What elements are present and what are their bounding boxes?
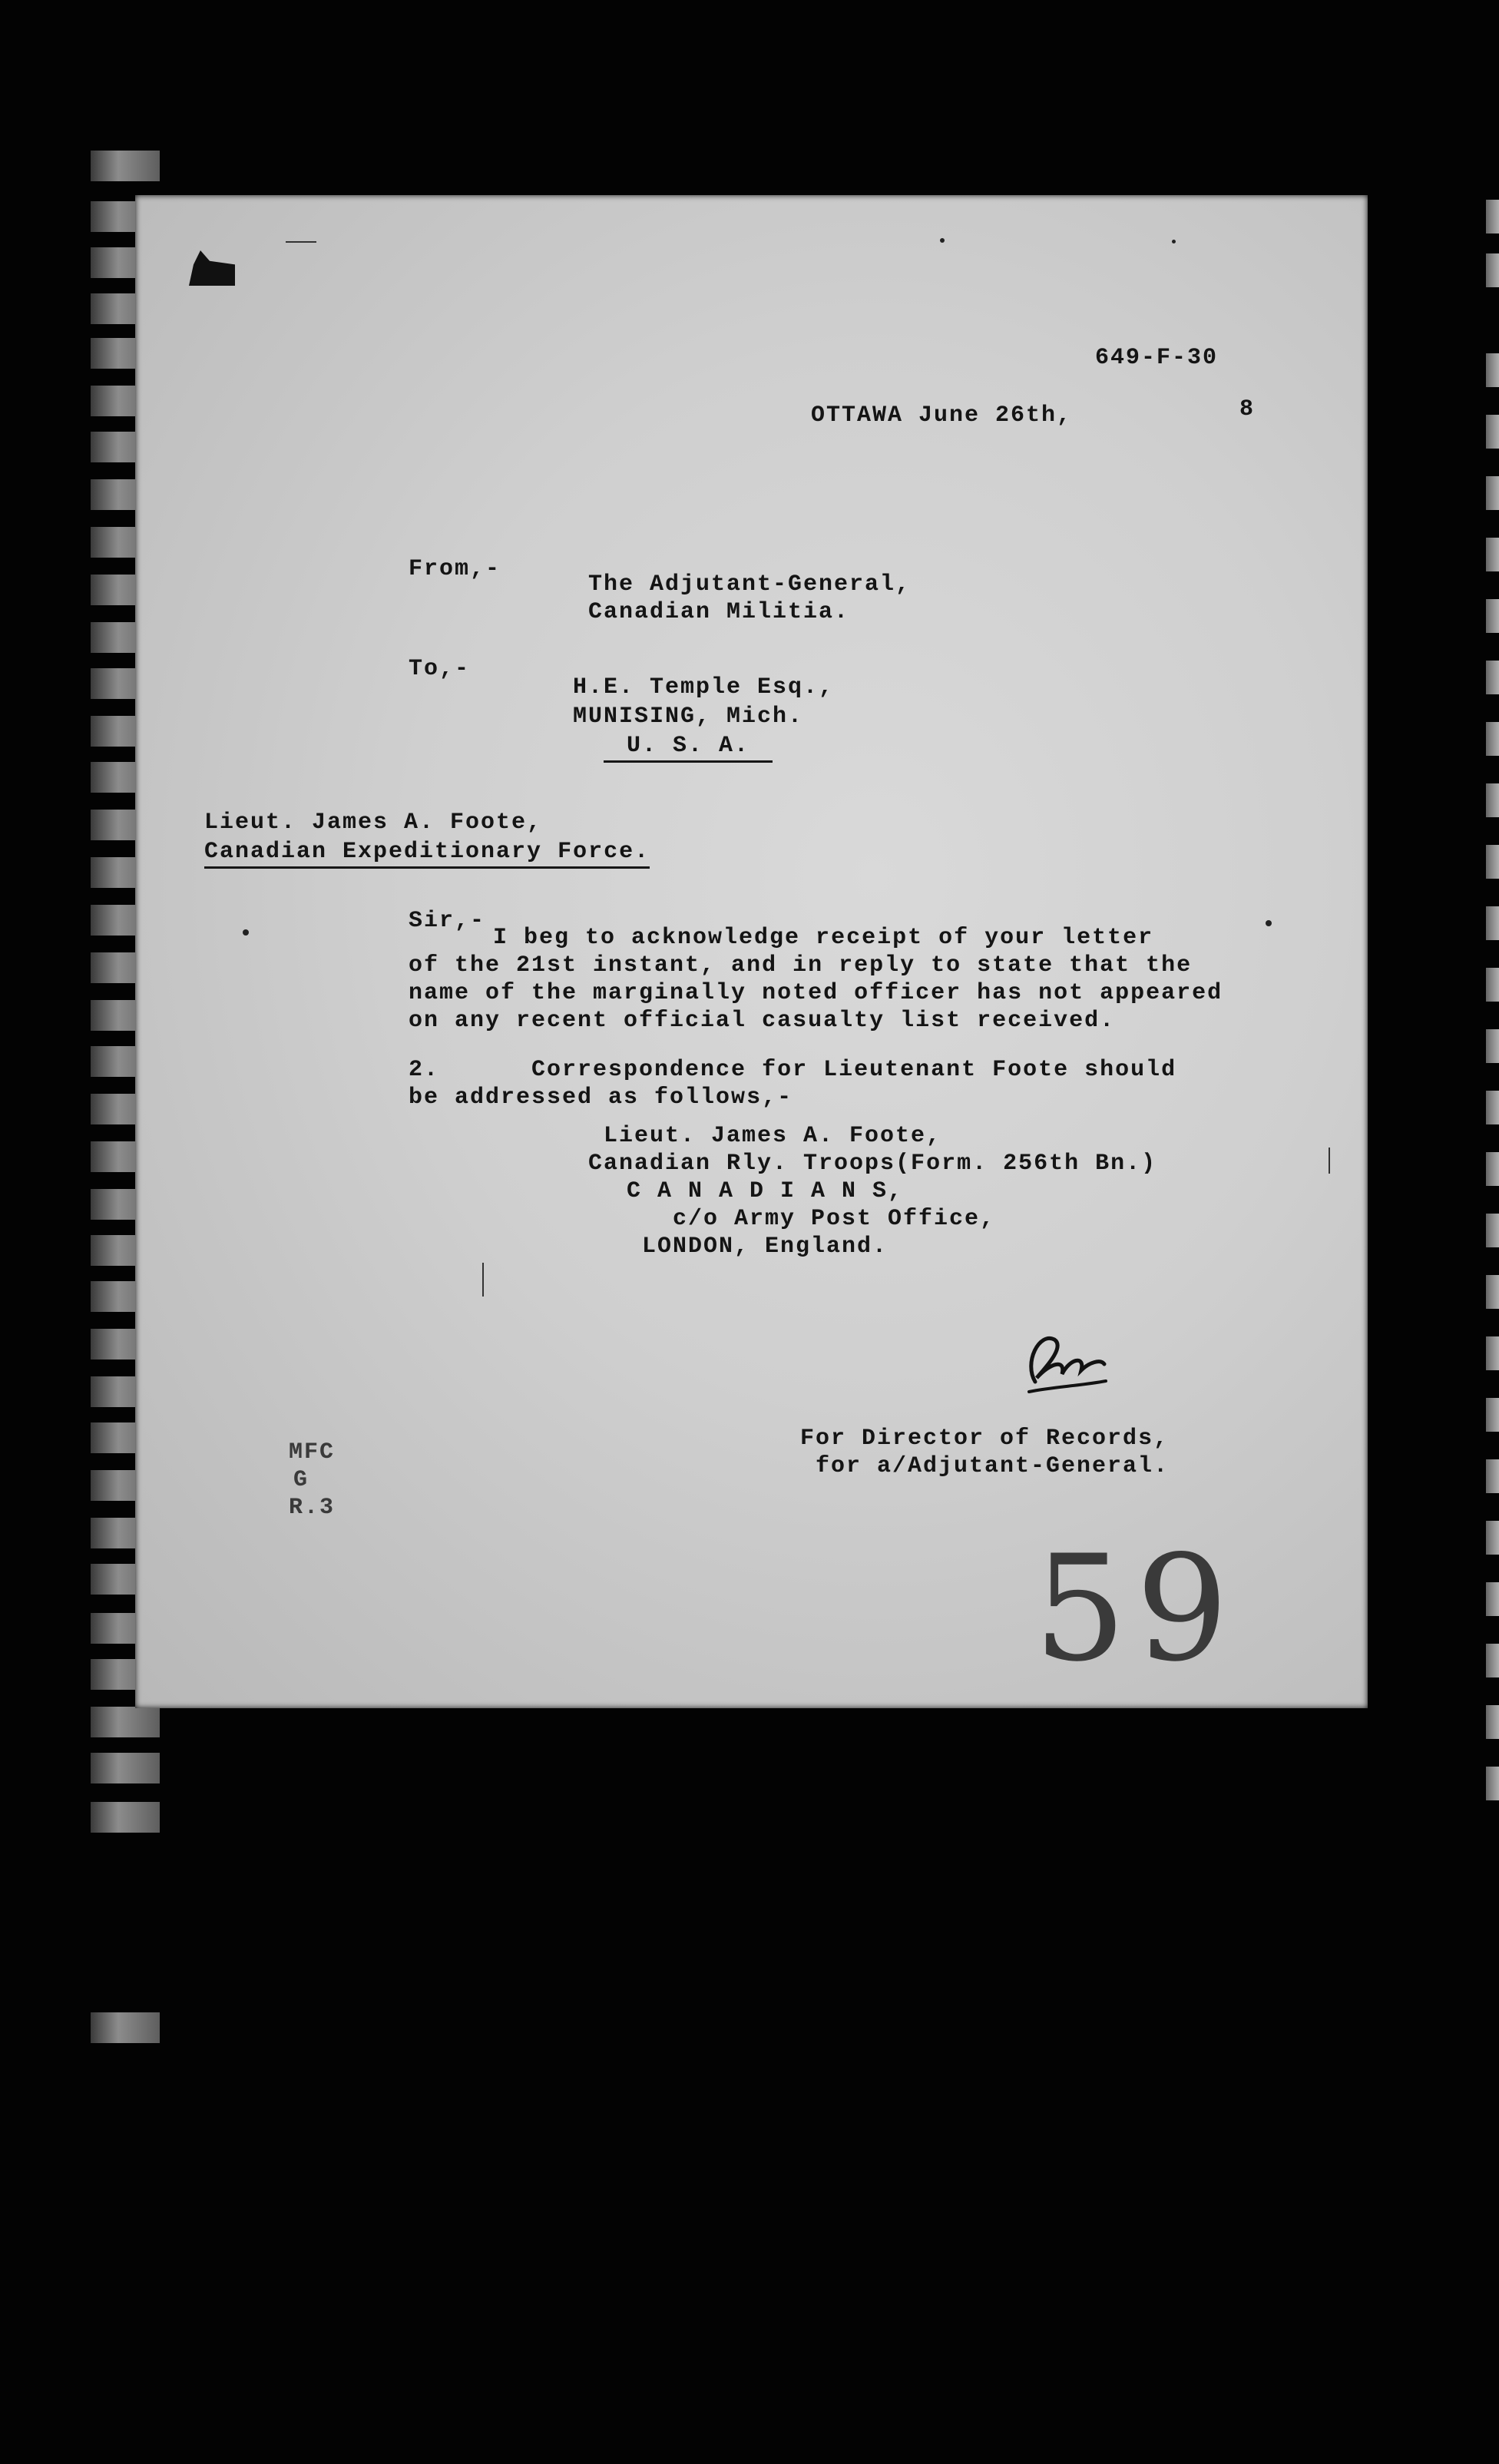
ink-speck [243,929,249,936]
film-perforation [1486,476,1499,510]
film-perforation [1486,1459,1499,1493]
subject-line: Canadian Expeditionary Force. [204,839,650,869]
address-line: c/o Army Post Office, [673,1206,996,1232]
film-perforation [1486,200,1499,233]
film-perforation [1486,1336,1499,1370]
film-perforation [1486,1029,1499,1063]
film-perforation [1486,722,1499,756]
corner-mark [189,250,235,286]
film-perforation [1486,661,1499,694]
initials-line: G [293,1467,309,1493]
film-perforation [1486,1275,1499,1309]
address-line: Canadian Rly. Troops(Form. 256th Bn.) [588,1151,1157,1177]
film-perforation [1486,599,1499,633]
file-number: 649-F-30 [1095,345,1219,371]
subject-line: Lieut. James A. Foote, [204,810,543,836]
stray-mark [286,241,316,243]
film-perforation [1486,968,1499,1002]
ink-speck [940,238,945,243]
film-perforation [1486,1214,1499,1247]
film-perforation [1486,1152,1499,1186]
place-date: OTTAWA June 26th, [811,402,1073,429]
film-perforation [1486,1398,1499,1432]
address-line: C A N A D I A N S, [627,1178,904,1204]
from-label: From,- [409,556,501,582]
film-perforation [1486,1091,1499,1124]
film-perforation [1486,1521,1499,1555]
film-perforation [1486,353,1499,387]
film-perforation [1486,538,1499,571]
salutation: Sir,- [409,908,486,934]
body-line: name of the marginally noted officer has not appeared [409,980,1223,1006]
signature-block-line: For Director of Records, [800,1426,1170,1452]
to-line: U. S. A. [604,733,773,763]
body-line: be addressed as follows,- [409,1085,793,1111]
initials-line: R.3 [289,1495,336,1521]
handwritten-page-number: 59 [1034,1524,1238,1694]
film-perforation [91,2012,160,2043]
film-perforation [1486,783,1499,817]
film-perforation [91,1753,160,1783]
film-perforation [1486,1644,1499,1677]
letter-page [135,195,1368,1708]
ink-speck [1172,240,1176,243]
film-perforation [1486,1767,1499,1800]
stray-mark [1329,1148,1330,1174]
film-perforation [91,151,160,181]
body-line: of the 21st instant, and in reply to state that the [409,952,1193,979]
film-perforation [1486,1582,1499,1616]
address-line: Lieut. James A. Foote, [604,1123,942,1149]
to-label: To,- [409,656,471,682]
stray-mark [482,1263,484,1297]
body-line: 2. Correspondence for Lieutenant Foote should [409,1057,1177,1083]
ink-speck [1266,920,1272,926]
signature-block-line: for a/Adjutant-General. [816,1453,1170,1479]
signature-initials [1020,1316,1112,1401]
film-perforation [1486,415,1499,449]
film-strip-right [1486,0,1499,2464]
film-perforation [91,1802,160,1833]
film-perforation [91,1707,160,1737]
film-perforation [1486,845,1499,879]
page-mark: 8 [1239,396,1256,422]
to-line: MUNISING, Mich. [573,704,804,730]
film-perforation [1486,1705,1499,1739]
body-line: on any recent official casualty list received. [409,1008,1116,1034]
initials-line: MFC [289,1439,336,1465]
from-line: The Adjutant-General, [588,571,912,598]
film-perforation [1486,253,1499,287]
to-line: H.E. Temple Esq., [573,674,835,700]
film-perforation [1486,906,1499,940]
body-line: I beg to acknowledge receipt of your letter [493,925,1154,951]
address-line: LONDON, England. [642,1234,888,1260]
from-line: Canadian Militia. [588,599,850,625]
